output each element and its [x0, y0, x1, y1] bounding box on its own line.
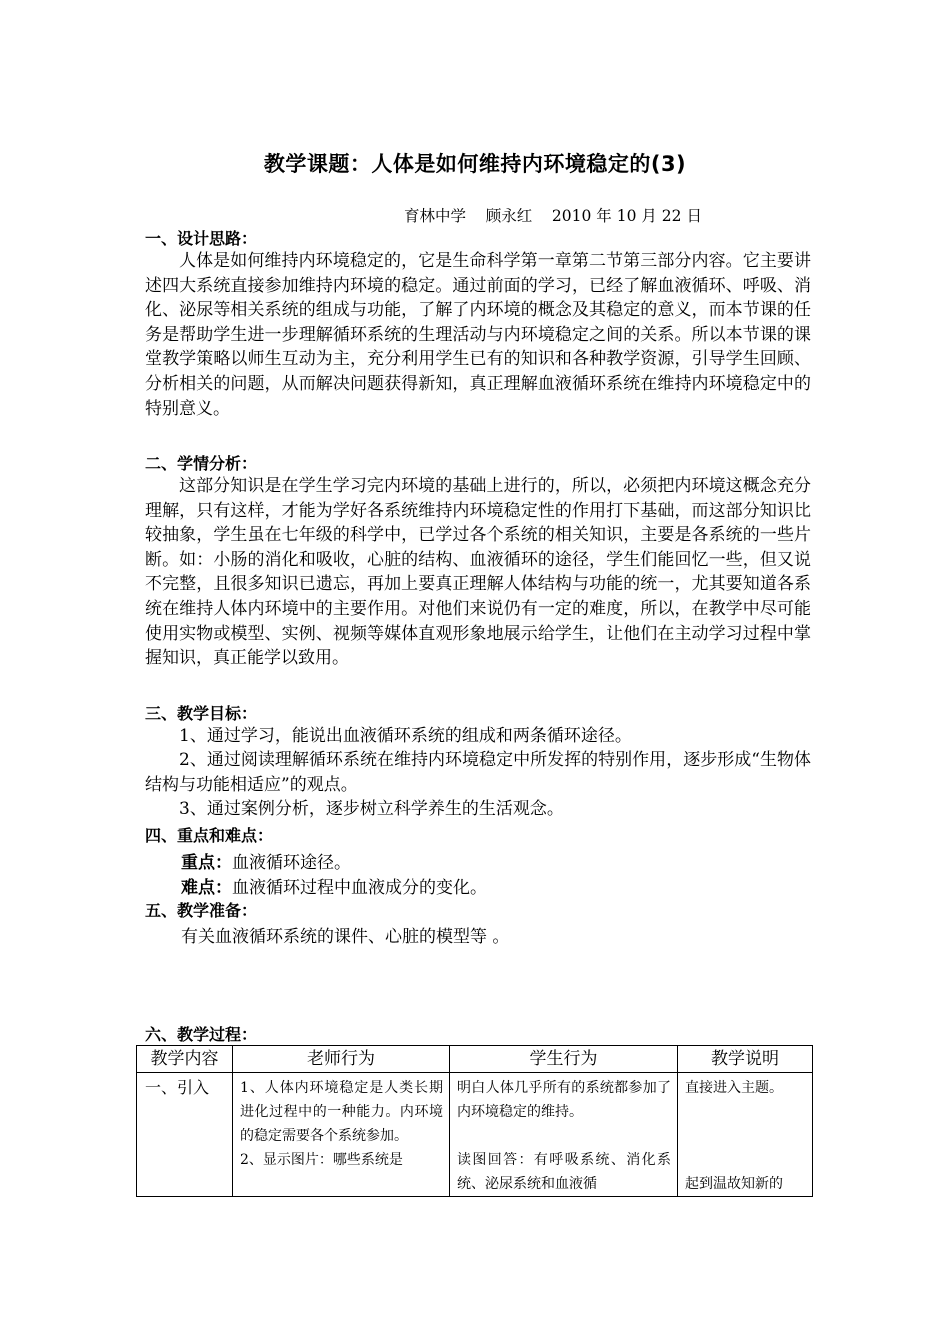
difficulty-text: 血液循环过程中血液成分的变化。 — [232, 878, 487, 898]
note-2: 起到温故知新的 — [685, 1176, 783, 1192]
key-point-line — [181, 848, 351, 873]
column-header: 教学内容 — [137, 1046, 233, 1073]
design-paragraph: 人体是如何维持内环境稳定的，它是生命科学第一章第二节第三部分内容。它主要讲述四大系统直接参加维持内环境的稳定。通过前面的学习，已经了解血液循环、呼吸、消化、泌尿等相关系统的组成与功能，了解了内环境的概念及其稳定的意义，而本节课的任务是帮助学生进一步理解循环系统的生理活动与内环境稳定之间的关系。所以本节课的课堂教学策略以师生互动为主，充分利用学生已有的知识和各种教学资源，引导学生回顾、分析相关的问题，从而解决问题获得新知，真正理解血液循环系统在维持内环境稳定中的特别意义。 — [145, 251, 811, 419]
teaching-process-table — [136, 1045, 813, 1197]
student-step-2: 读图回答：有呼吸系统、消化系统、泌尿系统和血液循 — [457, 1152, 671, 1192]
goal-item-2: 2、通过阅读理解循环系统在维持内环境稳定中所发挥的特别作用，逐步形成“生物体结构与功能相适应”的观点。 — [145, 750, 811, 795]
note-cell — [678, 1073, 813, 1197]
student-step-1: 明白人体几乎所有的系统都参加了内环境稳定的维持。 — [457, 1080, 671, 1120]
teacher-step-1: 1、人体内环境稳定是人类长期进化过程中的一种能力。内环境的稳定需要各个系统参加。 — [240, 1080, 443, 1144]
student-cell — [450, 1073, 678, 1197]
table-header-row — [137, 1046, 813, 1073]
key-point-label: 重点： — [181, 853, 232, 873]
content-text: 一、引入 — [145, 1078, 210, 1097]
analysis-heading: 二、学情分析： — [145, 454, 258, 473]
process-heading: 六、教学过程： — [145, 1025, 258, 1044]
difficulty-line — [181, 873, 487, 898]
difficulty-label: 难点： — [181, 878, 232, 898]
design-heading: 一、设计思路： — [145, 229, 258, 248]
analysis-paragraph: 这部分知识是在学生学习完内环境的基础上进行的，所以，必须把内环境这概念充分理解，只有这样，才能为学好各系统维持内环境稳定性的作用打下基础，而这部分知识比较抽象，学生虽在七年级的科学中，已学过各个系统的相关知识，主要是各系统的一些片断。如：小肠的消化和吸收，心脏的结构、血液循环的途径，学生们能回忆一些，但又说不完整，且很多知识已遗忘，再加上要真正理解人体结构与功能的统一，尤其要知道各系统在维持人体内环境中的主要作用。对他们来说仍有一定的难度，所以，在教学中尽可能使用实物或模型、实例、视频等媒体直观形象地展示给学生，让他们在主动学习过程中掌握知识，真正能学以致用。 — [145, 476, 811, 669]
content-cell — [137, 1073, 233, 1197]
teacher-step-2: 2、显示图片：哪些系统是 — [240, 1152, 403, 1168]
column-header: 学生行为 — [450, 1046, 678, 1073]
column-header: 老师行为 — [233, 1046, 450, 1073]
note-1: 直接进入主题。 — [685, 1080, 783, 1096]
key-point-text: 血液循环途径。 — [232, 853, 351, 873]
goal-item-3: 3、通过案例分析，逐步树立科学养生的生活观念。 — [179, 799, 564, 819]
table-row — [137, 1073, 813, 1197]
page-title: 教学课题：人体是如何维持内环境稳定的(3) — [263, 152, 687, 176]
column-header: 教学说明 — [678, 1046, 813, 1073]
keypoints-heading: 四、重点和难点： — [145, 826, 274, 845]
goals-heading: 三、教学目标： — [145, 704, 258, 723]
teacher-cell — [233, 1073, 450, 1197]
goal-item-1: 1、通过学习，能说出血液循环系统的组成和两条循环途径。 — [179, 726, 632, 746]
preparation-text: 有关血液循环系统的课件、心脏的模型等 。 — [181, 927, 510, 947]
preparation-heading: 五、教学准备： — [145, 901, 258, 920]
author-date-line: 育林中学 顾永红 2010 年 10 月 22 日 — [404, 207, 702, 225]
